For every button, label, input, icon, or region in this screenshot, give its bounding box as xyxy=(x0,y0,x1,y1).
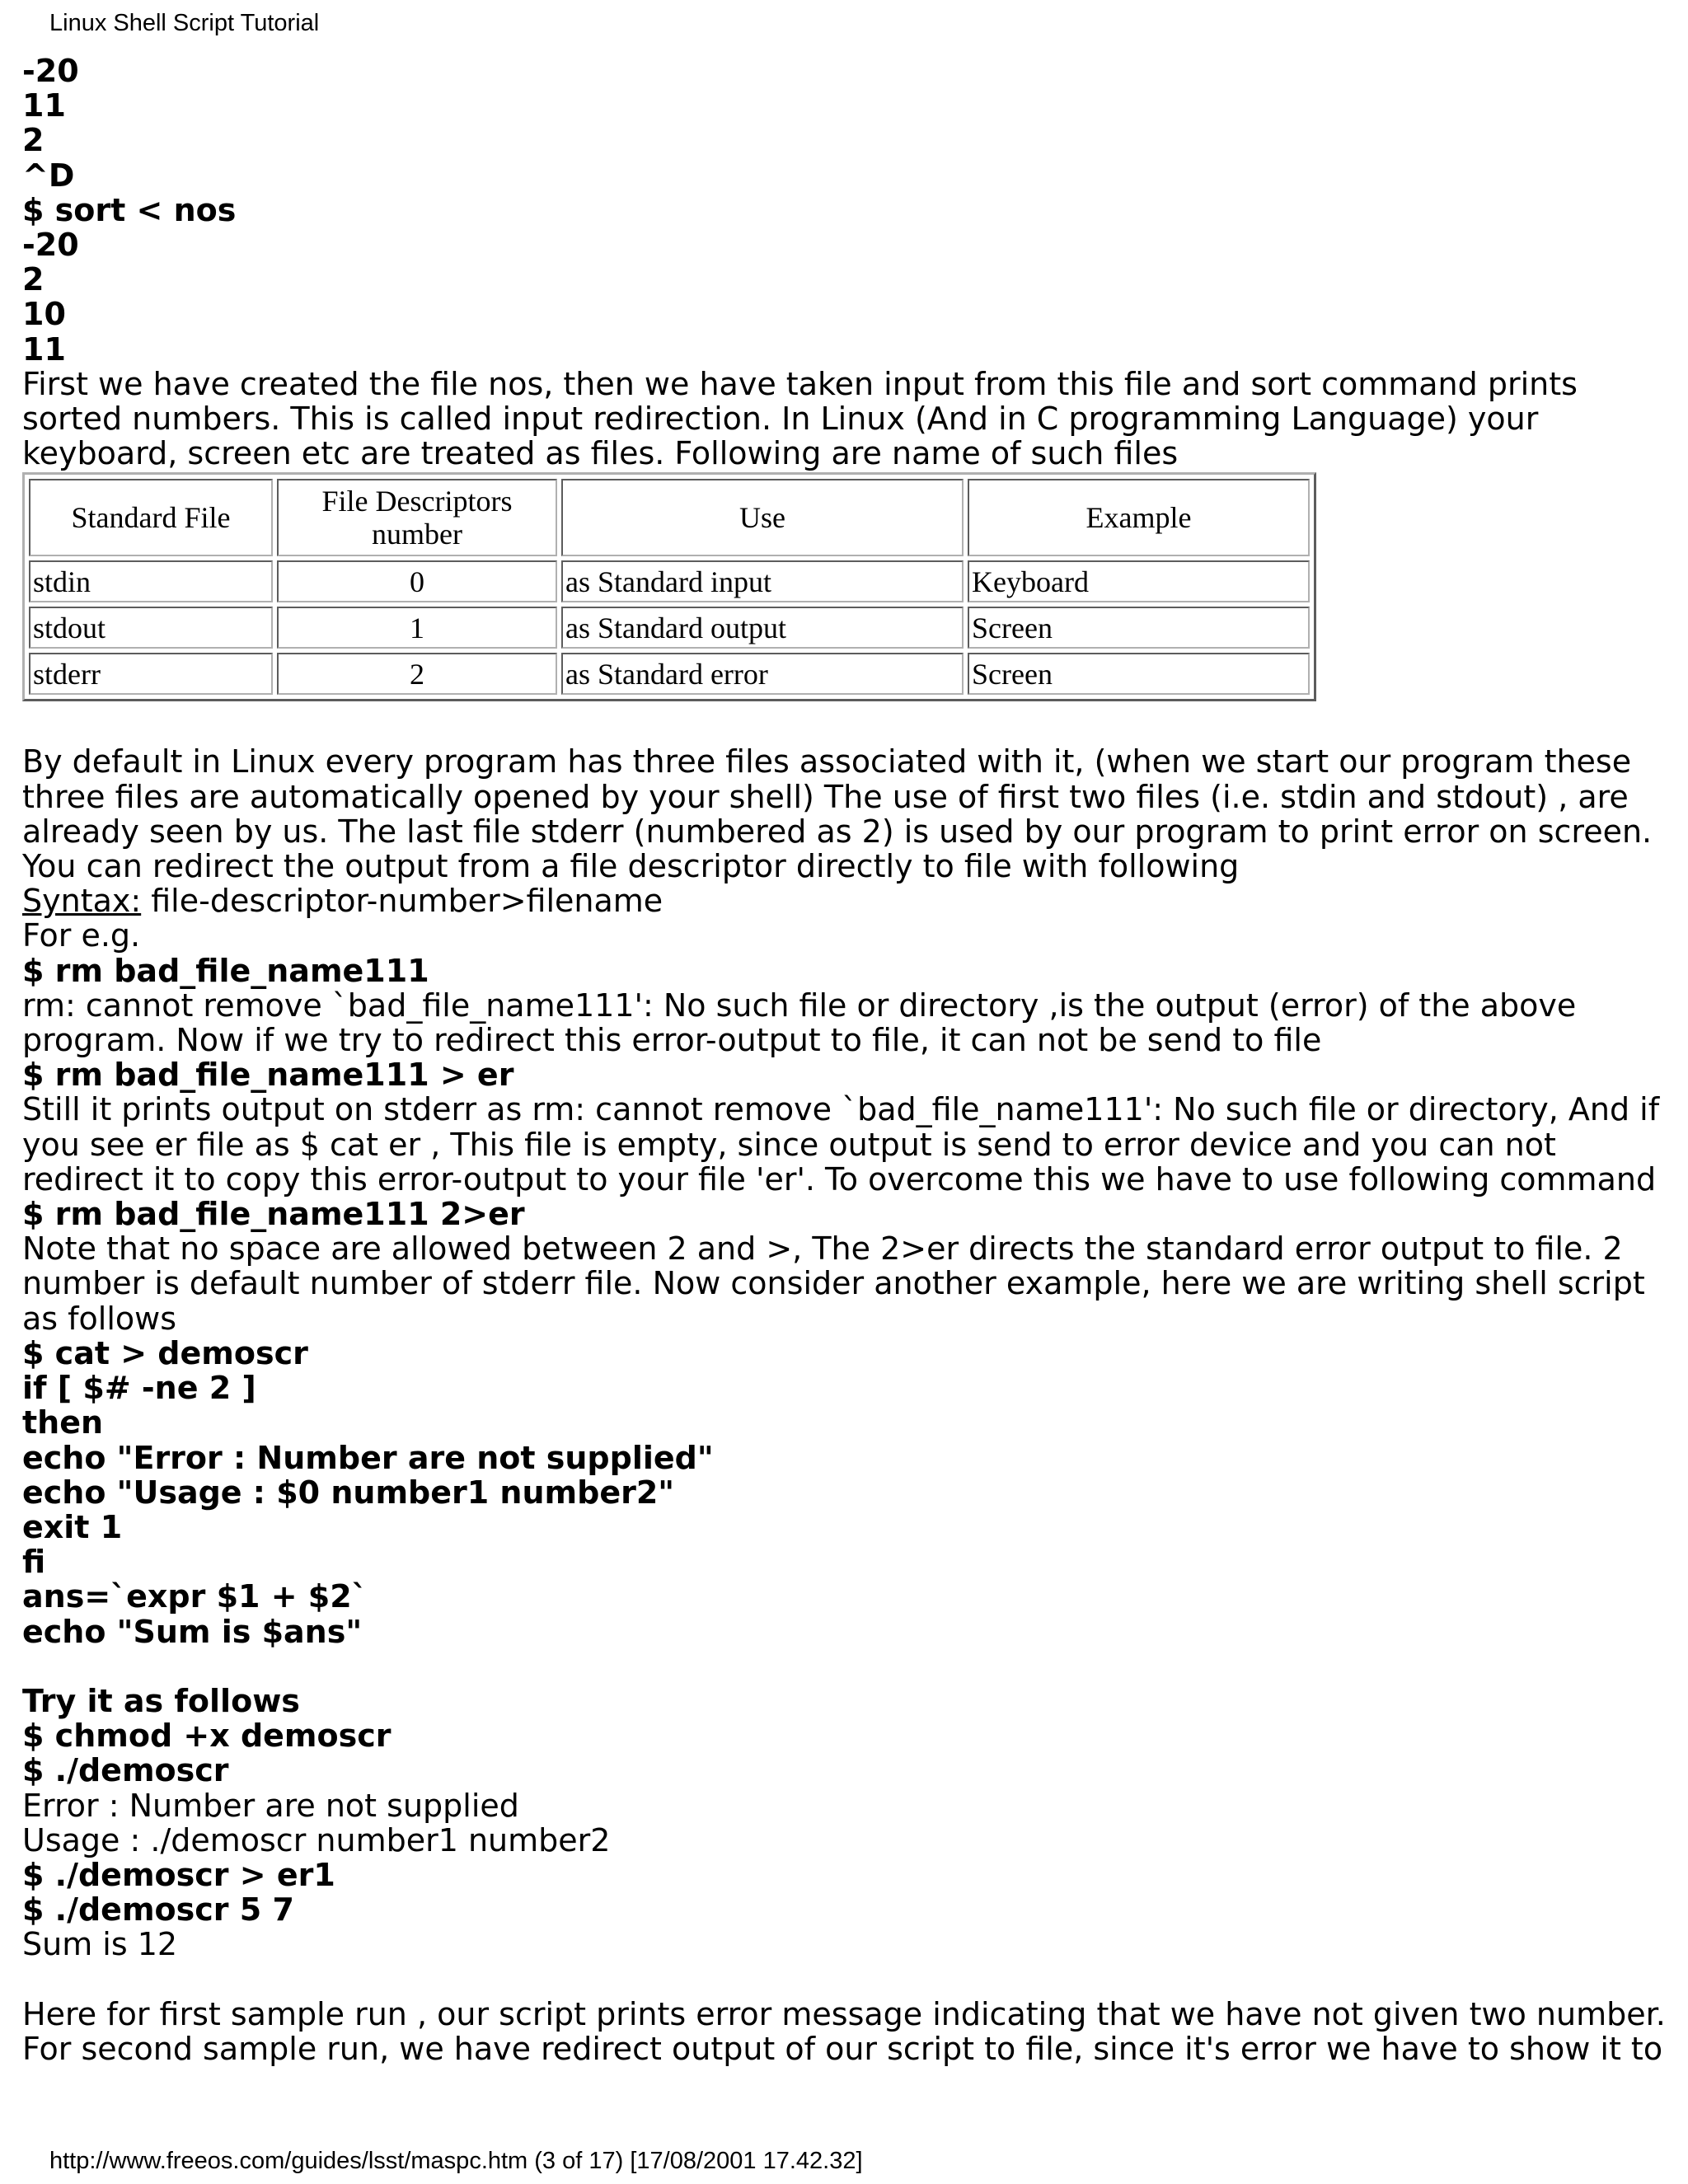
syntax-label: Syntax: xyxy=(22,883,142,920)
column-header: Use xyxy=(561,479,964,556)
script-line: ans=`expr $1 + $2` xyxy=(22,1578,368,1615)
paragraph: First we have created the file nos, then we have taken input from this file and sort command prints sorted numbers. This is called input redirection. In Linux (And in C programming Language) your keyboard, screen etc are treated as files. Following are name of such files xyxy=(22,365,1578,472)
script-line: if [ $# -ne 2 ] xyxy=(22,1370,256,1407)
page-footer: http://www.freeos.com/guides/lsst/maspc.htm (3 of 17) [17/08/2001 17.42.32] xyxy=(49,2148,863,2174)
page-header: Linux Shell Script Tutorial xyxy=(49,10,320,36)
code-line: ^D xyxy=(22,157,75,194)
column-header: Standard File xyxy=(29,479,273,556)
syntax-line xyxy=(22,883,1671,918)
output-line: Usage : ./demoscr number1 number2 xyxy=(22,1821,611,1858)
paragraph: Note that no space are allowed between 2 and >, The 2>er directs the standard error output to file. 2 number is default number of stderr file. Now consider another example, here we are writing shell script as follows xyxy=(22,1230,1645,1337)
code-line: $ sort < nos xyxy=(22,191,237,228)
code-line: 10 xyxy=(22,296,66,333)
code-line: 11 xyxy=(22,330,66,368)
table-row xyxy=(29,560,1310,602)
output-line: Error : Number are not supplied xyxy=(22,1787,519,1824)
paragraph: Still it prints output on stderr as rm: cannot remove `bad_file_name111': No such file or directory, And if you see er file as $ cat er , This file is empty, since output is send to error device and you can not redirect it to copy this error-output to your file 'er'. To overcome this we have to use following command xyxy=(22,1091,1660,1197)
table-cell: Screen xyxy=(968,653,1310,695)
column-header: Example xyxy=(968,479,1310,556)
table-cell: stderr xyxy=(29,653,273,695)
table-header-row xyxy=(29,479,1310,556)
example-label: For e.g. xyxy=(22,917,141,954)
command-line: $ ./demoscr 5 7 xyxy=(22,1891,294,1929)
code-line: 2 xyxy=(22,261,45,298)
table-cell: 0 xyxy=(277,560,557,602)
code-line: 2 xyxy=(22,122,45,159)
section-heading: Try it as follows xyxy=(22,1682,300,1719)
output-line: Sum is 12 xyxy=(22,1926,178,1963)
syntax-text: file-descriptor-number>filename xyxy=(141,883,663,920)
column-header: File Descriptors number xyxy=(277,479,557,556)
table-wrapper xyxy=(22,471,1671,744)
code-line: -20 xyxy=(22,53,79,89)
table-row xyxy=(29,607,1310,649)
table-cell: stdout xyxy=(29,607,273,649)
file-descriptor-table xyxy=(22,472,1316,701)
table-cell: as Standard error xyxy=(561,653,964,695)
document-body xyxy=(22,54,1671,2066)
script-line: echo "Usage : $0 number1 number2" xyxy=(22,1474,675,1511)
table-cell: 2 xyxy=(277,653,557,695)
script-line: echo "Sum is $ans" xyxy=(22,1613,363,1650)
table-cell: Keyboard xyxy=(968,560,1310,602)
paragraph: rm: cannot remove `bad_file_name111': No such file or directory ,is the output (error) of the above program. Now if we try to redirect this error-output to file, it can not be send to file xyxy=(22,987,1577,1059)
script-line: $ cat > demoscr xyxy=(22,1334,308,1371)
command-line: $ rm bad_file_name111 xyxy=(22,952,429,989)
script-line: fi xyxy=(22,1544,46,1581)
blank-line xyxy=(22,1649,1671,1684)
table-cell: 1 xyxy=(277,607,557,649)
script-line: exit 1 xyxy=(22,1508,123,1545)
command-line: $ rm bad_file_name111 2>er xyxy=(22,1196,525,1233)
command-line: $ chmod +x demoscr xyxy=(22,1718,392,1755)
table-cell: as Standard output xyxy=(561,607,964,649)
script-line: echo "Error : Number are not supplied" xyxy=(22,1439,714,1476)
table-cell: stdin xyxy=(29,560,273,602)
code-line: -20 xyxy=(22,227,79,264)
code-line: 11 xyxy=(22,87,66,124)
blank-line xyxy=(22,1962,1671,1997)
command-line: $ ./demoscr xyxy=(22,1752,229,1789)
command-line: $ rm bad_file_name111 > er xyxy=(22,1057,514,1094)
table-row xyxy=(29,653,1310,695)
script-line: then xyxy=(22,1404,104,1441)
paragraph: Here for first sample run , our script prints error message indicating that we have not given two number. For second sample run, we have redirect output of our script to file, since it's error we have to show it to xyxy=(22,1995,1666,2067)
table-cell: Screen xyxy=(968,607,1310,649)
table-cell: as Standard input xyxy=(561,560,964,602)
paragraph: By default in Linux every program has three files associated with it, (when we start our program these three files are automatically opened by your shell) The use of first two files (i.e. stdin and stdout) , are already seen by us. The last file stderr (numbered as 2) is used by our program to print error on screen. You can redirect the output from a file descriptor directly to file with following xyxy=(22,743,1653,885)
command-line: $ ./demoscr > er1 xyxy=(22,1856,335,1893)
